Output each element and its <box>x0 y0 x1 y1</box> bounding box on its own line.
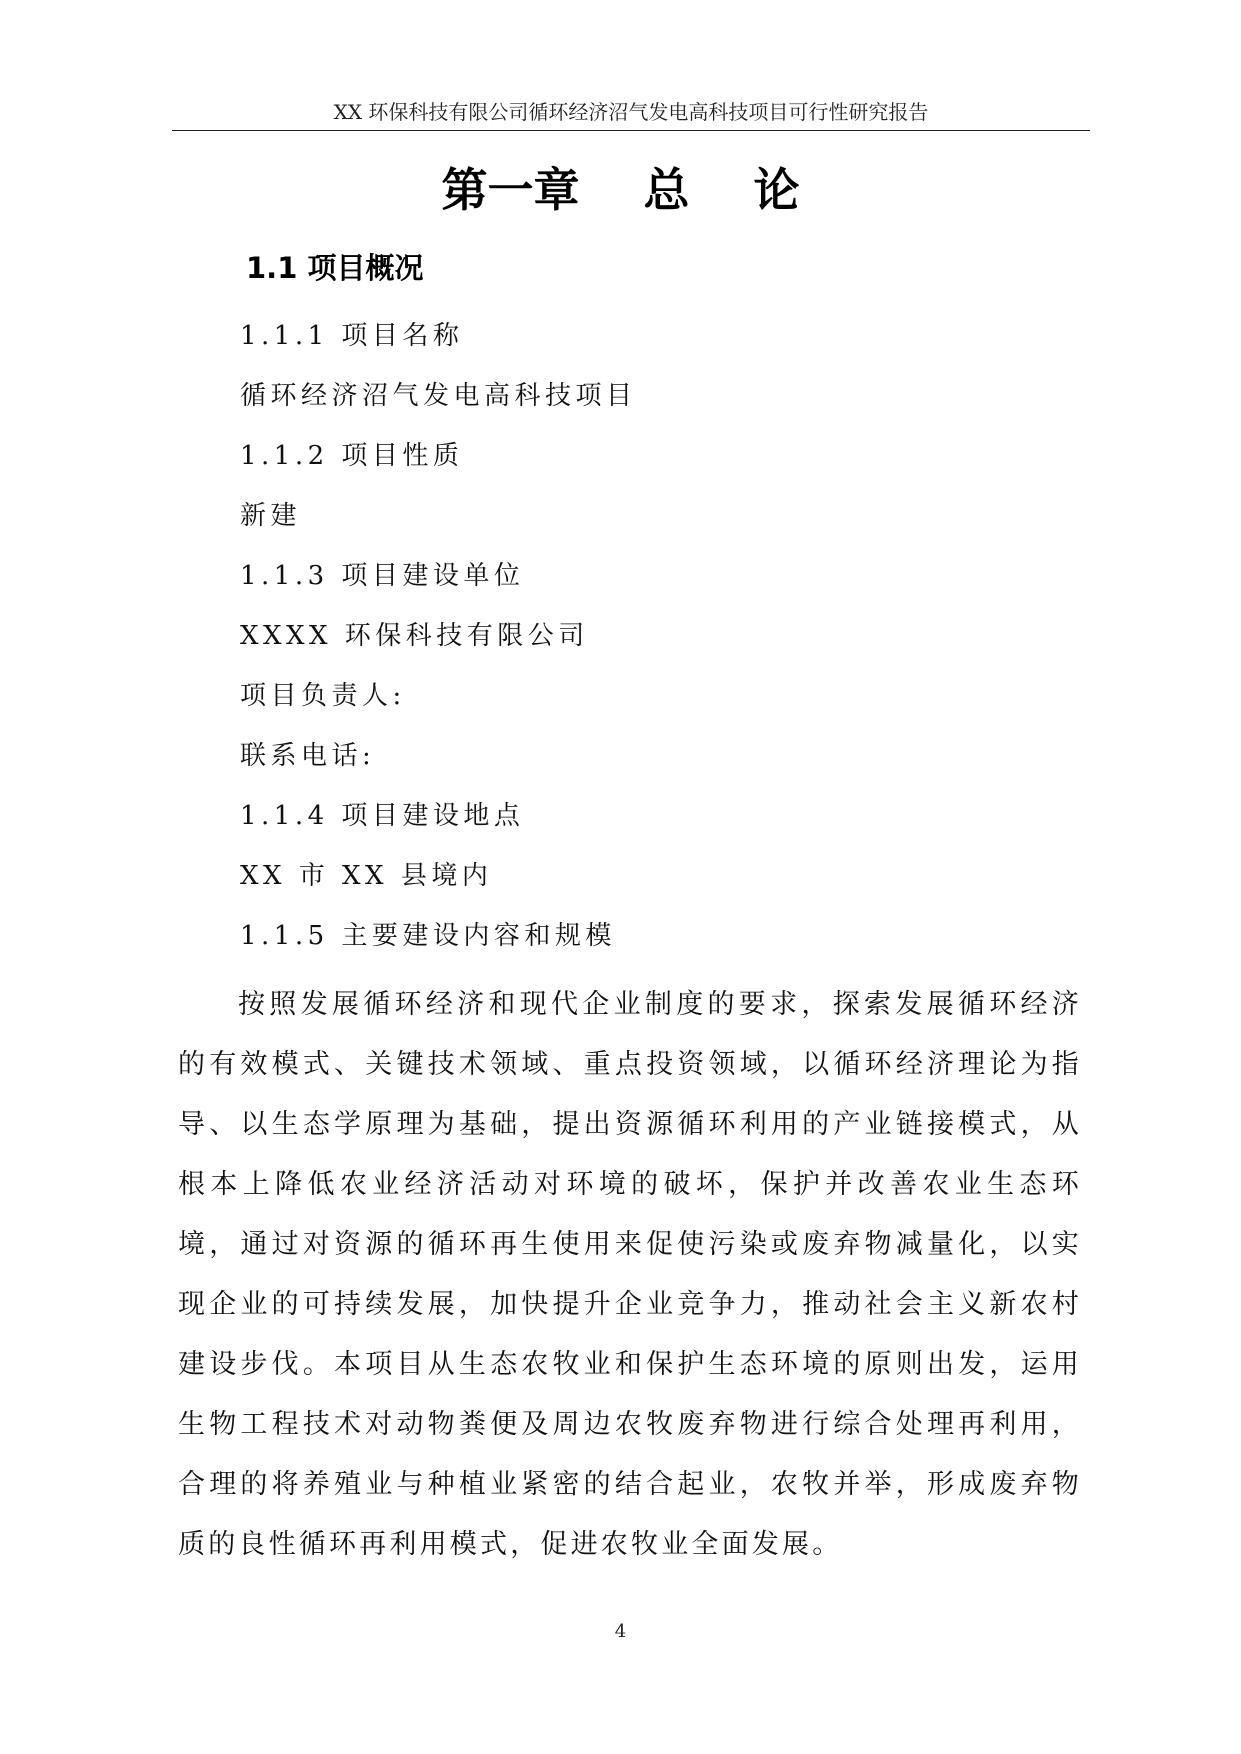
subsection-heading-nature: 1.1.2 项目性质 <box>240 441 464 471</box>
project-name: 循环经济沼气发电高科技项目 <box>240 381 637 411</box>
body-paragraph: 按照发展循环经济和现代企业制度的要求，探索发展循环经济的有效模式、关键技术领域、重点投资领域，以循环经济理论为指导、以生态学原理为基础，提出资源循环利用的产业链接模式，从根本上降低农业经济活动对环境的破坏，保护并改善农业生态环境，通过对资源的循环再生使用来促使污染或废弃物减量化，以实现企业的可持续发展，加快提升企业竞争力，推动社会主义新农村建设步伐。本项目从生态农牧业和保护生态环境的原则出发，运用生物工程技术对动物粪便及周边农牧废弃物进行综合处理再利用，合理的将养殖业与种植业紧密的结合起业，农牧并举，形成废弃物质的良性循环再利用模式，促进农牧业全面发展。 <box>178 989 1082 1560</box>
subsection-heading-name: 1.1.1 项目名称 <box>240 321 464 351</box>
project-nature: 新建 <box>240 501 302 531</box>
subsection-heading-location: 1.1.4 项目建设地点 <box>240 801 525 831</box>
chapter-title: 第一章 总 论 <box>441 163 800 217</box>
subsection-heading-scope: 1.1.5 主要建设内容和规模 <box>240 921 616 951</box>
page-number: 4 <box>614 1621 627 1642</box>
contact-phone-label: 联系电话: <box>240 741 376 771</box>
subsection-heading-builder: 1.1.3 项目建设单位 <box>240 561 525 591</box>
builder-company: XXXX 环保科技有限公司 <box>240 621 589 651</box>
header-rule <box>172 130 1090 131</box>
running-header: XX 环保科技有限公司循环经济沼气发电高科技项目可行性研究报告 <box>333 100 929 124</box>
project-leader-label: 项目负责人: <box>240 681 406 711</box>
section-title: 1.1 项目概况 <box>246 251 424 285</box>
project-location: XX 市 XX 县境内 <box>240 861 493 891</box>
